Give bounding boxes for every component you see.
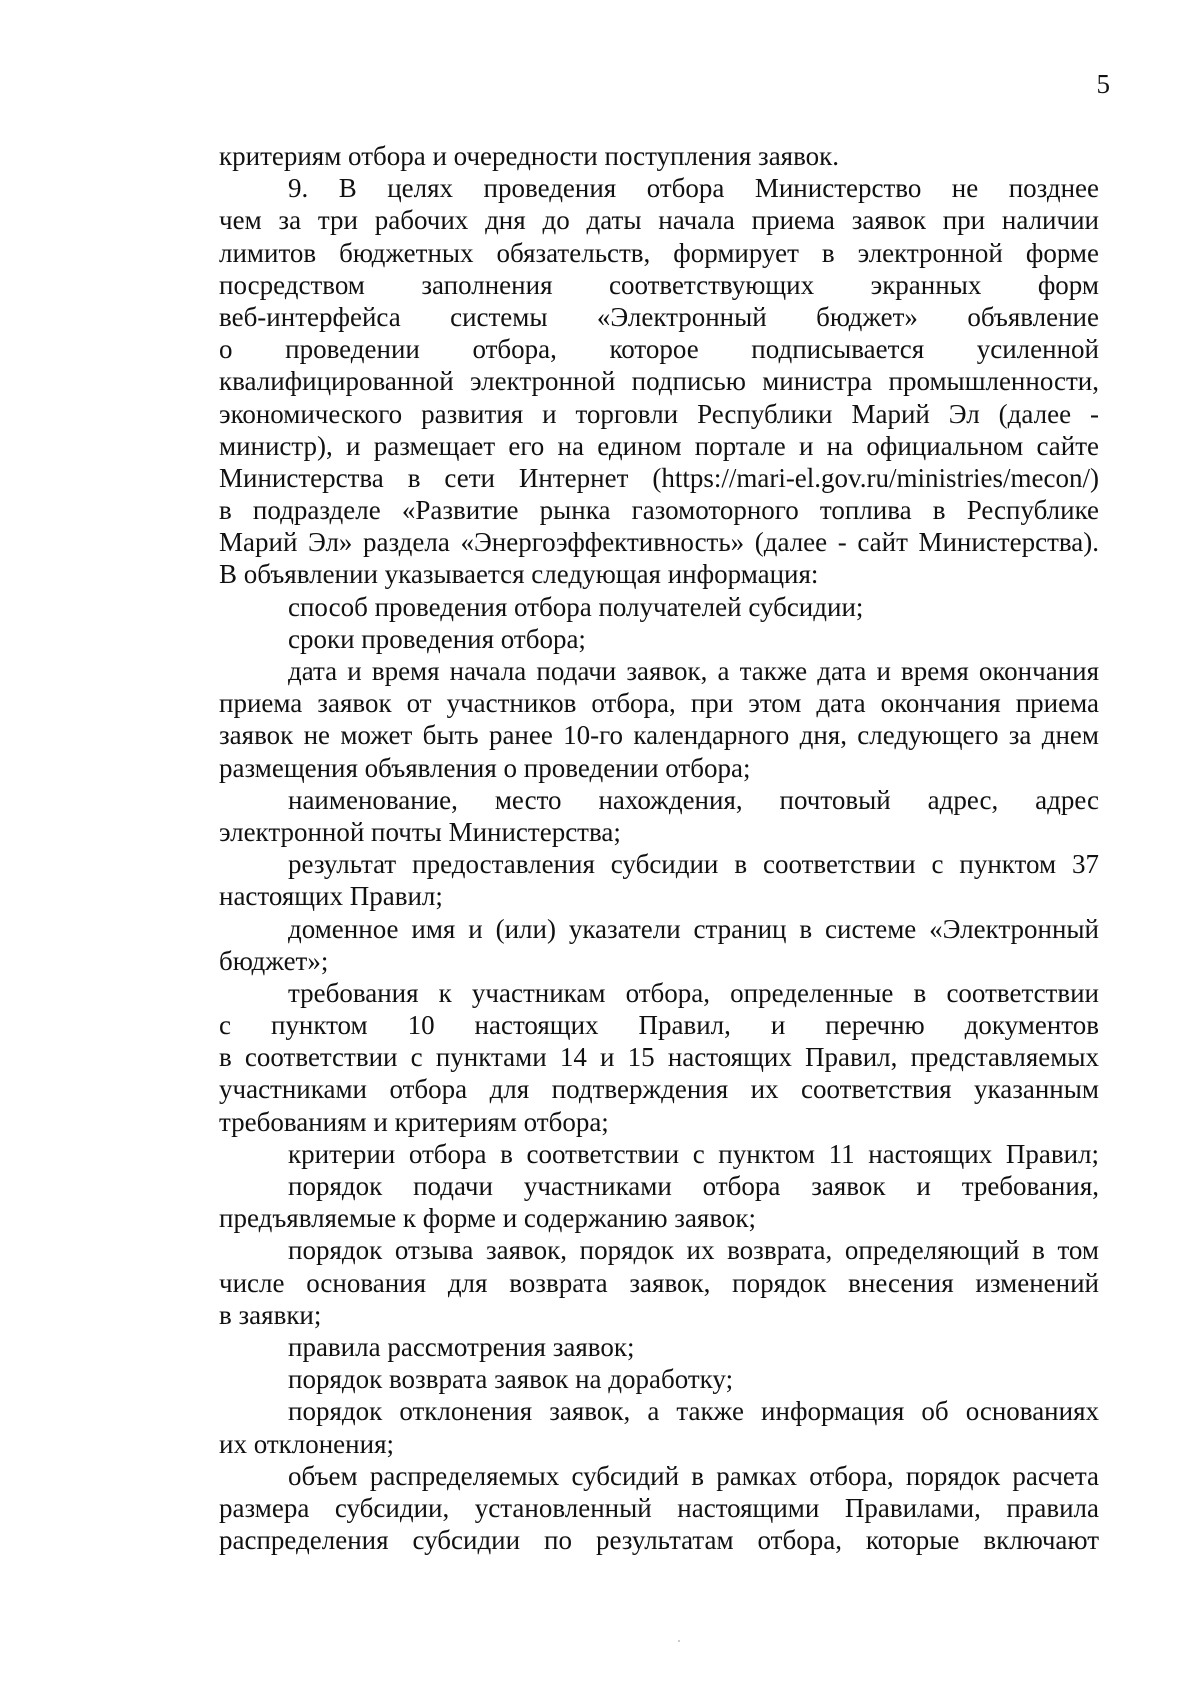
text-line: в соответствии с пунктами 14 и 15 настоящих Правил, представляемых — [219, 1042, 1099, 1073]
text-line: Министерства в сети Интернет (https://mari-el.gov.ru/ministries/mecon/) — [219, 462, 1099, 493]
text-line: правила рассмотрения заявок; — [288, 1331, 635, 1362]
text-line: приема заявок от участников отбора, при этом дата окончания приема — [219, 688, 1099, 719]
page-number: 5 — [1096, 69, 1110, 99]
text-line: доменное имя и (или) указатели страниц в системе «Электронный — [288, 913, 1099, 944]
text-line: о проведении отбора, которое подписывается усиленной — [219, 334, 1099, 365]
text-line: порядок отклонения заявок, а также информация об основаниях — [288, 1396, 1099, 1427]
text-line: экономического развития и торговли Республики Марий Эл (далее - — [219, 398, 1099, 429]
text-line: результат предоставления субсидии в соответствии с пунктом 37 — [288, 849, 1099, 880]
text-line: сроки проведения отбора; — [288, 623, 586, 654]
text-line: Марий Эл» раздела «Энергоэффективность» (далее - сайт Министерства). — [219, 527, 1099, 558]
text-line: в заявки; — [219, 1299, 322, 1330]
text-line: в подразделе «Развитие рынка газомоторного топлива в Республике — [219, 495, 1099, 526]
text-line: требования к участникам отбора, определенные в соответствии — [288, 977, 1099, 1008]
text-line: распределения субсидии по результатам отбора, которые включают — [219, 1525, 1099, 1556]
text-line: дата и время начала подачи заявок, а также дата и время окончания — [288, 656, 1099, 686]
text-line: объем распределяемых субсидий в рамках отбора, порядок расчета — [288, 1460, 1099, 1491]
text-line: посредством заполнения соответствующих экранных форм — [219, 269, 1099, 300]
text-line: с пунктом 10 настоящих Правил, и перечню документов — [219, 1010, 1099, 1041]
body-text — [219, 140, 1099, 1556]
text-line: требованиям и критериям отбора; — [219, 1106, 609, 1137]
text-line: порядок возврата заявок на доработку; — [288, 1364, 734, 1395]
text-line: размещения объявления о проведении отбора; — [219, 752, 751, 783]
text-line: 9. В целях проведения отбора Министерство не позднее — [288, 173, 1099, 204]
text-line: числе основания для возврата заявок, порядок внесения изменений — [219, 1267, 1099, 1298]
text-line: предъявляемые к форме и содержанию заявок; — [219, 1203, 757, 1234]
text-line: В объявлении указывается следующая информация: — [219, 559, 819, 590]
text-line: чем за три рабочих дня до даты начала приема заявок при наличии — [219, 205, 1099, 236]
text-line: веб-интерфейса системы «Электронный бюджет» объявление — [219, 301, 1099, 332]
text-line: критерии отбора в соответствии с пунктом 11 настоящих Правил; — [288, 1138, 1099, 1169]
text-line: заявок не может быть ранее 10-го календарного дня, следующего за днем — [219, 720, 1099, 751]
text-line: порядок отзыва заявок, порядок их возврата, определяющий в том — [288, 1235, 1099, 1266]
text-line: критериям отбора и очередности поступления заявок. — [219, 141, 840, 171]
text-line: бюджет»; — [219, 945, 329, 976]
text-line: настоящих Правил; — [219, 881, 443, 912]
text-line: порядок подачи участниками отбора заявок и требования, — [288, 1171, 1099, 1201]
text-line: министр), и размещает его на едином портале и на официальном сайте — [219, 430, 1099, 461]
text-line: электронной почты Министерства; — [219, 816, 621, 847]
text-line: способ проведения отбора получателей субсидии; — [288, 591, 864, 622]
text-line: их отклонения; — [219, 1428, 394, 1459]
text-line: квалифицированной электронной подписью министра промышленности, — [219, 366, 1099, 397]
scan-speck — [678, 1640, 680, 1642]
text-line: участниками отбора для подтверждения их соответствия указанным — [219, 1074, 1099, 1105]
text-line: наименование, место нахождения, почтовый адрес, адрес — [288, 784, 1099, 815]
text-line: лимитов бюджетных обязательств, формирует в электронной форме — [219, 237, 1099, 268]
text-line: размера субсидии, установленный настоящими Правилами, правила — [219, 1492, 1099, 1523]
